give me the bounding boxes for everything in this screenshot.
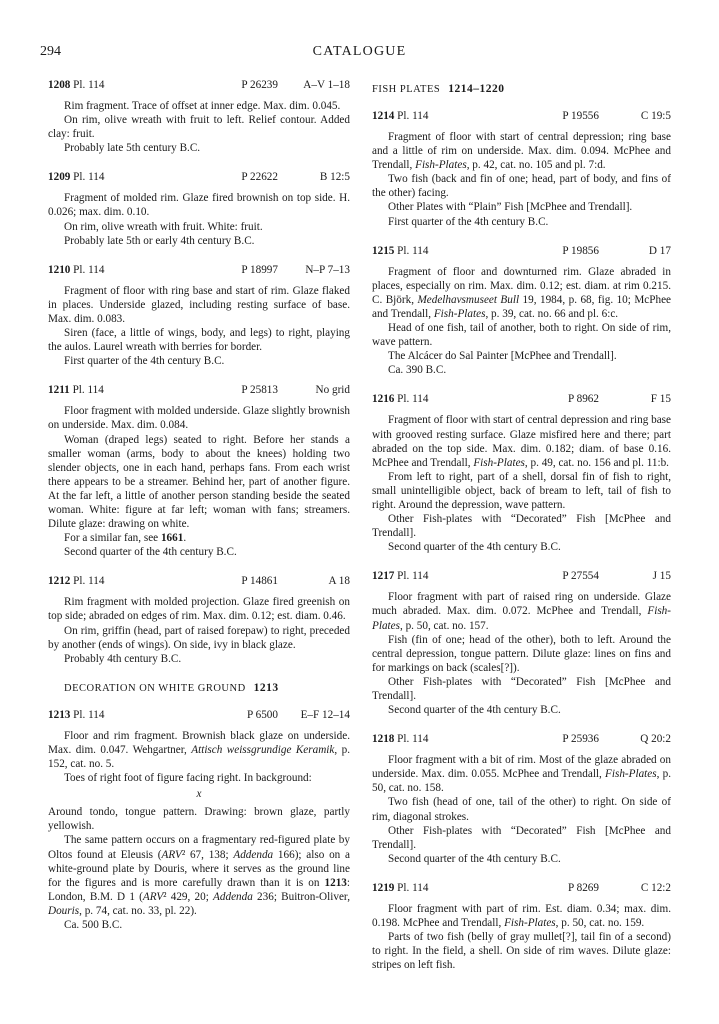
text-span: : London, B.M. D 1 ( (48, 876, 350, 903)
plate-ref: Pl. 114 (73, 171, 105, 184)
entry-attribution: Other Plates with “Plain” Fish [McPhee and Trendall]. (388, 201, 633, 214)
entry-header (372, 244, 671, 259)
book-title: Fish-Plates (433, 307, 486, 320)
entry-description: Fragment of molded rim. Glaze fired brownish on top side. H. 0.026; max. dim. 0.10. (48, 192, 350, 219)
entry-comparison (48, 833, 350, 918)
section-title: FISH PLATES (372, 84, 441, 95)
grid-location: B 12:5 (319, 171, 350, 184)
text-span: 166); also on a white-ground plate by Douris, where it serves as the ground line for the figures and is more carefully drawn than it is on (48, 848, 351, 889)
grid-location: A 18 (328, 575, 350, 588)
text-span: , p. 50, cat. no. 158. (372, 768, 672, 795)
entry-decoration: On rim, griffin (head, part of raised forepaw) to right, preceded by another (ends of wings). On side, ivy in black glaze. (48, 624, 350, 651)
entry-date: Probably late 5th century B.C. (64, 142, 201, 155)
entry-border: Around tondo, tongue pattern. Drawing: brown glaze, partly yellowish. (48, 806, 350, 833)
grid-location: D 17 (648, 244, 671, 257)
entry-number: 1214 (372, 110, 395, 122)
entry-number: 1217 (372, 570, 395, 583)
entry-header (372, 881, 671, 896)
book-title: Attisch weissgrundige Keramik (191, 743, 335, 756)
inventory-number: P 6500 (247, 708, 278, 721)
book-title: Fish-Plates (473, 456, 525, 469)
entry-decoration: From left to right, part of a shell, dorsal fin of fish to right, small unintelligible object, back of bream to left, tail of fish to right. Around the depression, wave pattern. (372, 470, 671, 511)
entry-date: Second quarter of the 4th century B.C. (388, 852, 561, 865)
catalogue-entry-1213 (48, 708, 350, 932)
grid-location: Q 20:2 (640, 733, 671, 746)
entry-decoration: Siren (face, a little of wings, body, and legs) to right, playing the aulos. Laurel wreath with berries for border. (48, 327, 350, 354)
section-heading-white-ground (64, 681, 350, 696)
plate-ref: Pl. 114 (397, 733, 429, 746)
catalogue-entry-1217 (372, 569, 671, 717)
entry-description (372, 413, 671, 469)
catalogue-entry-1215 (372, 244, 671, 378)
entry-date: Probably late 5th or early 4th century B.C. (64, 234, 255, 247)
entry-header (48, 574, 350, 589)
entry-header (372, 392, 671, 407)
inventory-number: P 25936 (562, 733, 599, 746)
plate-ref: Pl. 114 (397, 110, 429, 122)
inventory-number: P 19556 (562, 110, 599, 122)
inventory-number: P 26239 (241, 79, 278, 91)
entry-number: 1212 (48, 575, 71, 588)
section-range: 1213 (253, 681, 279, 694)
catalogue-entry-1212 (48, 574, 350, 665)
text-span: , p. 152, cat. no. 5. (48, 743, 350, 770)
entry-number: 1216 (372, 393, 395, 406)
journal-title: Medelhavsmuseet Bull (417, 293, 520, 306)
section-range: 1214–1220 (448, 83, 505, 95)
plate-ref: Pl. 114 (73, 263, 105, 276)
entry-description (48, 729, 350, 771)
citation-abbrev: Addenda (213, 890, 253, 903)
grid-location: No grid (315, 384, 350, 397)
grid-location: C 12:2 (640, 881, 671, 894)
grid-location: C 19:5 (640, 110, 671, 122)
entry-date: Second quarter of the 4th century B.C. (64, 546, 237, 559)
entry-description (372, 265, 671, 321)
book-title: Douris (48, 904, 80, 917)
citation-abbrev: Addenda (233, 848, 274, 861)
text-span: , p. 42, cat. no. 105 and pl. 7:d. (466, 159, 606, 172)
grid-location: E–F 12–14 (300, 708, 350, 721)
grid-location: F 15 (650, 393, 671, 406)
text-span: , p. 74, cat. no. 33, pl. 22). (79, 904, 197, 917)
entry-number: 1208 (48, 79, 71, 91)
catalogue-entry-1216 (372, 392, 671, 554)
text-span: , p. 50, cat. no. 159. (555, 917, 645, 930)
entry-date: Probably 4th century B.C. (64, 652, 182, 665)
grid-location: N–P 7–13 (305, 263, 350, 276)
catalogue-entry-1214 (372, 109, 671, 229)
entry-decoration: On rim, olive wreath with fruit. White: fruit. (64, 220, 263, 233)
entry-header (48, 78, 350, 93)
left-column (48, 78, 350, 947)
text-span: The same pattern occurs on a fragmentary red-figured plate by Oltos found at Eleusis ( (48, 834, 350, 861)
plate-ref: Pl. 114 (397, 570, 429, 583)
entry-decoration: Woman (draped legs) seated to right. Before her stands a smaller woman (arms, body to about the knees) holding two slender objects, one in each hand, perhaps fans. From each wrist there appears to be a streamer. Behind her, part of another figure. At the far left, a little of another person standing beside the seated woman. White: figure at far left; woman with fans; streamers. Dilute glaze: drawing on white. (48, 433, 350, 531)
entry-number: 1210 (48, 263, 71, 276)
citation-abbrev: ARV (142, 890, 164, 903)
inventory-number: P 8962 (568, 393, 599, 406)
book-title: Fish-Plates (415, 159, 467, 172)
text-span: . (183, 532, 187, 545)
inventory-number: P 8269 (568, 881, 599, 894)
catalogue-entry-1210 (48, 263, 350, 369)
entry-header (48, 383, 350, 398)
background-mark: x (196, 788, 202, 801)
entry-header (372, 732, 671, 747)
entry-description: Rim fragment. Trace of offset at inner edge. Max. dim. 0.045. (64, 100, 341, 112)
section-title: DECORATION ON WHITE GROUND (64, 682, 246, 694)
entry-header (48, 708, 350, 723)
plate-ref: Pl. 114 (72, 384, 104, 397)
entry-attribution: The Alcácer do Sal Painter [McPhee and Trendall]. (388, 350, 617, 363)
text-span: 236; Buitron-Oliver, (252, 890, 350, 903)
entry-date: First quarter of the 4th century B.C. (64, 355, 225, 368)
plate-ref: Pl. 114 (397, 393, 429, 406)
entry-number: 1219 (372, 881, 395, 894)
text-span: Floor fragment with a bit of rim. Most of the glaze abraded on underside. Max. dim. 0.055. McPhee and Trendall, (372, 754, 671, 781)
text-span: 19, 1984, p. 68, fig. 10; McPhee and Trendall, (372, 293, 671, 320)
book-title: Fish-Plates (605, 768, 657, 781)
entry-header (48, 263, 350, 278)
book-title: Fish-Plates (504, 917, 556, 930)
page-header (40, 44, 679, 64)
inventory-number: P 18997 (241, 263, 278, 276)
inventory-number: P 19856 (562, 244, 599, 257)
entry-date: First quarter of the 4th century B.C. (388, 215, 549, 228)
entry-attribution: Other Fish-plates with “Decorated” Fish [McPhee and Trendall]. (372, 675, 671, 702)
text-span: Fragment of floor with start of central depression and ring base with grooved resting surface. Glaze misfired here and there; part abraded on the top side. Max. dim. 0.182; diam. of base 0.16. McPhee and Trendall, (372, 414, 671, 469)
catalogue-entry-1219 (372, 881, 671, 972)
entry-decoration: Two fish (back and fin of one; head, part of body, and fins of the other) facing. (372, 173, 671, 200)
citation-abbrev: ARV (161, 848, 182, 861)
entry-number: 1211 (48, 384, 70, 397)
entry-decoration: Head of one fish, tail of another, both to right. On side of rim, wave pattern. (372, 322, 671, 349)
entry-description (372, 902, 671, 930)
cross-reference: 1661 (160, 532, 184, 545)
entry-description (372, 753, 671, 795)
text-span: ² 67, 138; (181, 848, 234, 861)
text-span: Fragment of floor and downturned rim. Glaze abraded in places, especially on rim. Max. dim. 0.12; est. diam. at rim 0.215. C. Björk, (372, 265, 671, 306)
text-span: Floor fragment with part of raised ring on underside. Glaze much abraded. Max. dim. 0.072. McPhee and Trendall, (372, 591, 671, 618)
entry-number: 1218 (372, 733, 395, 746)
inventory-number: P 14861 (241, 575, 278, 588)
inventory-number: P 27554 (562, 570, 599, 583)
entry-description (372, 130, 671, 172)
grid-location: A–V 1–18 (303, 79, 350, 91)
plate-ref: Pl. 114 (73, 79, 105, 91)
entry-date: Ca. 390 B.C. (388, 364, 447, 377)
entry-description: Fragment of floor with ring base and start of rim. Glaze flaked in places. Underside glazed, including resting surface of base. Max. dim. 0.083. (48, 284, 350, 325)
plate-ref: Pl. 114 (73, 708, 105, 721)
entry-decoration: Toes of right foot of figure facing right. In background: (64, 772, 312, 785)
entry-decoration: Parts of two fish (belly of gray mullet[?], tail fin of a second) to right. In the field, a shell. On side of rim waves. Dilute glaze: stripes on left fish. (372, 931, 671, 972)
entry-number: 1215 (372, 244, 395, 257)
plate-ref: Pl. 114 (73, 575, 105, 588)
section-heading-fish-plates (372, 82, 671, 97)
entry-date: Ca. 500 B.C. (64, 919, 123, 932)
entry-attribution: Other Fish-plates with “Decorated” Fish [McPhee and Trendall]. (372, 824, 671, 851)
entry-decoration: Fish (fin of one; head of the other), both to left. Around the central depression, tongue pattern. Dilute glaze: lines on fins and for markings on back (scales[?]). (372, 633, 671, 674)
entry-header (372, 109, 671, 124)
cross-reference: 1213 (324, 876, 347, 889)
entry-date: Second quarter of the 4th century B.C. (388, 541, 561, 554)
book-title: Fish-Plates (372, 605, 671, 632)
entry-header (48, 170, 350, 185)
entry-date: Second quarter of the 4th century B.C. (388, 704, 561, 717)
text-span: ² 429, 20; (163, 890, 214, 903)
catalogue-entry-1218 (372, 732, 671, 866)
text-span: For a similar fan, see (64, 532, 161, 545)
plate-ref: Pl. 114 (397, 881, 429, 894)
entry-decoration: Two fish (head of one, tail of the other) to right. On side of rim, diagonal strokes. (372, 796, 671, 823)
right-column (372, 78, 671, 987)
catalogue-entry-1209 (48, 170, 350, 247)
entry-comparison (48, 531, 350, 545)
entry-description (372, 590, 671, 632)
inventory-number: P 22622 (241, 171, 278, 184)
entry-attribution: Other Fish-plates with “Decorated” Fish [McPhee and Trendall]. (372, 513, 671, 540)
entry-description: Floor fragment with molded underside. Glaze slightly brownish on underside. Max. dim. 0.084. (48, 405, 350, 432)
running-head: CATALOGUE (312, 44, 407, 59)
entry-number: 1213 (48, 708, 71, 721)
text-span: Floor fragment with part of rim. Est. diam. 0.34; max. dim. 0.198. McPhee and Trendall, (372, 902, 671, 930)
grid-location: J 15 (652, 570, 671, 583)
text-span: Fragment of floor with start of central depression; ring base and a little of rim on underside. Max. dim. 0.094. McPhee and Trendall, (372, 131, 671, 172)
text-span: , p. 39, cat. no. 66 and pl. 6:c. (485, 307, 619, 320)
catalogue-entry-1208 (48, 78, 350, 155)
text-span: , p. 50, cat. no. 157. (399, 619, 489, 632)
entry-header (372, 569, 671, 584)
catalogue-entry-1211 (48, 383, 350, 559)
inventory-number: P 25813 (241, 384, 278, 397)
plate-ref: Pl. 114 (397, 244, 429, 257)
page-number: 294 (40, 44, 61, 59)
text-span: Floor and rim fragment. Brownish black glaze on underside. Max. dim. 0.047. Wehgartner, (48, 729, 350, 756)
entry-decoration: On rim, olive wreath with fruit to left. Relief contour. Added clay: fruit. (48, 114, 350, 141)
entry-description: Rim fragment with molded projection. Glaze fired greenish on top side; abraded on edges of rim. Max. dim. 0.12; est. diam. 0.46. (48, 596, 350, 623)
entry-number: 1209 (48, 171, 71, 184)
text-span: , p. 49, cat. no. 156 and pl. 11:b. (524, 456, 669, 469)
